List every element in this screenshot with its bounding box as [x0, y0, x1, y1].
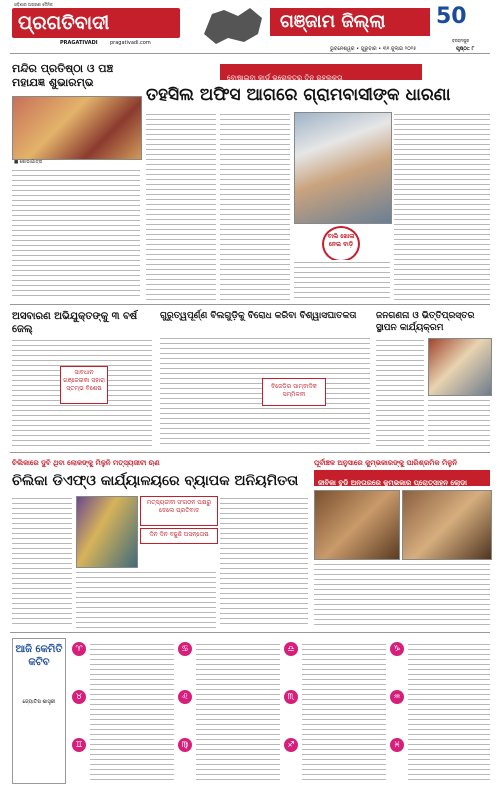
- story2-col2: [220, 112, 290, 300]
- taurus-icon: ♉: [72, 690, 86, 704]
- logo-text: ପ୍ରଗତିବାଦୀ: [18, 12, 110, 34]
- story5-body: [376, 338, 424, 448]
- story4-inset: [262, 378, 326, 406]
- story6-body-3: [220, 496, 308, 628]
- story6-inset-1: [140, 496, 218, 526]
- section-rule-1: [10, 304, 490, 305]
- story7-title: ଜୀବିକା ବୁଡ଼ି ଅନ୍ତାରରେ କୁମ୍ଭକାର ପ୍ରୋତ୍ସାହନ ଲୋଡ଼ା: [318, 479, 467, 487]
- libra-icon: ♎: [284, 642, 298, 656]
- story7-photo-2: [402, 490, 492, 560]
- story3-title: ଅସବାରଣ ଅଭିଯୁକ୍ତଙ୍କୁ ୩ ବର୍ଷ ଜେଲ୍: [12, 311, 138, 335]
- story1-body: [12, 168, 140, 300]
- aries-icon: ♈: [72, 642, 86, 656]
- story6-title: ଚିଲିକା ଡିଏଫ୍‌ଓ କାର୍ଯ୍ୟାଳୟରେ ବ୍ୟାପକ ଅନିୟମିତତା: [12, 473, 299, 489]
- website: pragativadi.com: [110, 40, 151, 46]
- horoscope-text-1: [90, 642, 174, 782]
- aquarius-icon: ♒: [390, 690, 404, 704]
- story5-photo: [428, 338, 492, 396]
- section-rule-3: [10, 632, 490, 633]
- story1-caption: ■ ଶୋଭାଯାତ୍ରା: [14, 160, 43, 165]
- story1-photo: [12, 96, 142, 160]
- story6-inset-1-text: ମତ୍ସ୍ୟଜୀବୀ ସଂଗଠନ ପକ୍ଷରୁ ଦେଲେ ପ୍ରତିବାଦ: [146, 499, 212, 514]
- story6-body: [12, 496, 72, 628]
- district-map-icon: [198, 4, 268, 46]
- horoscope-text-3: [302, 642, 386, 782]
- capricorn-icon: ♑: [390, 642, 404, 656]
- story4-title: ଗୁରୁତ୍ୱପୂର୍ଣ୍ଣ ବିଲଗୁଡ଼ିକୁ ବିରୋଧ କରିବା ବିଶ୍ୱାସଘାତକତା: [160, 311, 357, 321]
- scorpio-icon: ♏: [284, 690, 298, 704]
- story3-inset: [60, 366, 108, 404]
- edition-label: ବ୍ରହ୍ମପୁର: [452, 38, 470, 43]
- section-rule-2: [10, 452, 490, 453]
- story2-col4: [394, 112, 490, 300]
- page-number: ପୃଷ୍ଠା: ୮: [456, 46, 475, 52]
- story6-inset-2: [140, 528, 218, 544]
- cancer-icon: ♋: [178, 642, 192, 656]
- story7-kicker: ପୂର୍ବାଞ୍ଚଳ ଅନୁସାରେ କୁମ୍ଭକାରଙ୍କୁ ପାରିଶ୍ରମିକ ମିଳୁନି: [314, 459, 458, 467]
- date-line: ଭୁବନେଶ୍ୱର • ଗୁରୁବାର • ୩୧ ଜୁଲାଇ ୨୦୨୫: [330, 46, 417, 52]
- story2-badge: [322, 226, 360, 262]
- story6-photo: [76, 496, 138, 568]
- story2-kicker: ବୋଷାଇବା କାର୍ଡ ଭରୋଳତ୍ରୁ ତିନ୍ ରହଲକ୍ତା: [227, 74, 343, 82]
- story4-inset-text: ବିଜେଡ଼ିର ସାମ୍ବାଦିକ ସମ୍ମିଳନୀ: [271, 383, 317, 398]
- horoscope-title: ଆଜି କେମିତି କଟିବ: [15, 644, 63, 668]
- district-banner: [270, 8, 430, 36]
- top-tagline: ଓଡ଼ିଶାର ଅଗ୍ରଣୀ ଦୈନିକ: [14, 2, 53, 7]
- logo-english: PRAGATIVADI: [60, 40, 98, 46]
- story1-title: ମନ୍ଦିର ପ୍ରତିଷ୍ଠା ଓ ପଞ୍ଚ ମହାଯଜ୍ଞ ଶୁଭାରମ୍ଭ: [12, 62, 114, 89]
- story6-body-2: [76, 570, 216, 628]
- story6-kicker: ଚିଲିକାରେ ଦୁବି ଥିବା ଲୋକଙ୍କୁ ମିଳୁନି ମତ୍ସ୍ୟଜୀବୀ ଋଣ: [12, 459, 160, 467]
- pisces-icon: ♓: [390, 738, 404, 752]
- anniversary-logo: [436, 4, 486, 40]
- story2-kicker-box: [220, 64, 422, 80]
- horoscope-text-2: [196, 642, 280, 782]
- story6-inset-2-text: ଦିନ ଦିନ ବଢୁଛି ଅସନ୍ତୋଷ: [149, 531, 209, 538]
- masthead-rule: [10, 53, 490, 54]
- sagittarius-icon: ♐: [284, 738, 298, 752]
- story2-badge-text: ବାଲି ଖୋଳା ନେଇ ବାଡ଼ି: [327, 233, 355, 248]
- gemini-icon: ♊: [72, 738, 86, 752]
- story5-title: ଜନଗଣନା ଓ ଭିତ୍ତିପ୍ରସ୍ତର ସ୍ଥାପନ କାର୍ଯ୍ୟକ୍ରମ: [376, 311, 475, 333]
- story2-photo: [294, 112, 392, 224]
- story3-inset-text: ସାବଧାନ ଗଞ୍ଜେଇକା ସହାରା ସ୍ତମ୍ଭ ବିଶେଷ: [63, 369, 105, 392]
- story7-photo: [314, 490, 400, 560]
- story2-col3: [294, 260, 390, 300]
- story5-body-2: [428, 398, 490, 448]
- horoscope-header: [12, 638, 66, 784]
- story7-body: [314, 562, 490, 628]
- story2-col1: [146, 112, 216, 300]
- horoscope-text-4: [408, 642, 490, 782]
- newspaper-logo: [12, 8, 180, 38]
- virgo-icon: ♍: [178, 738, 192, 752]
- district-title: ଗଞ୍ଜାମ ଜିଲ୍ଲା: [280, 11, 386, 32]
- leo-icon: ♌: [178, 690, 192, 704]
- story2-title: ତହସିଲ ଅଫିସ ଆଗରେ ଗ୍ରାମବାସୀଙ୍କ ଧାରଣା: [146, 85, 451, 105]
- story7-title-band: [314, 470, 490, 486]
- anniversary-number: 50: [436, 4, 467, 29]
- horoscope-author: ଜ୍ୟୋତିଷ ଶାସ୍ତ୍ରୀ: [22, 699, 56, 705]
